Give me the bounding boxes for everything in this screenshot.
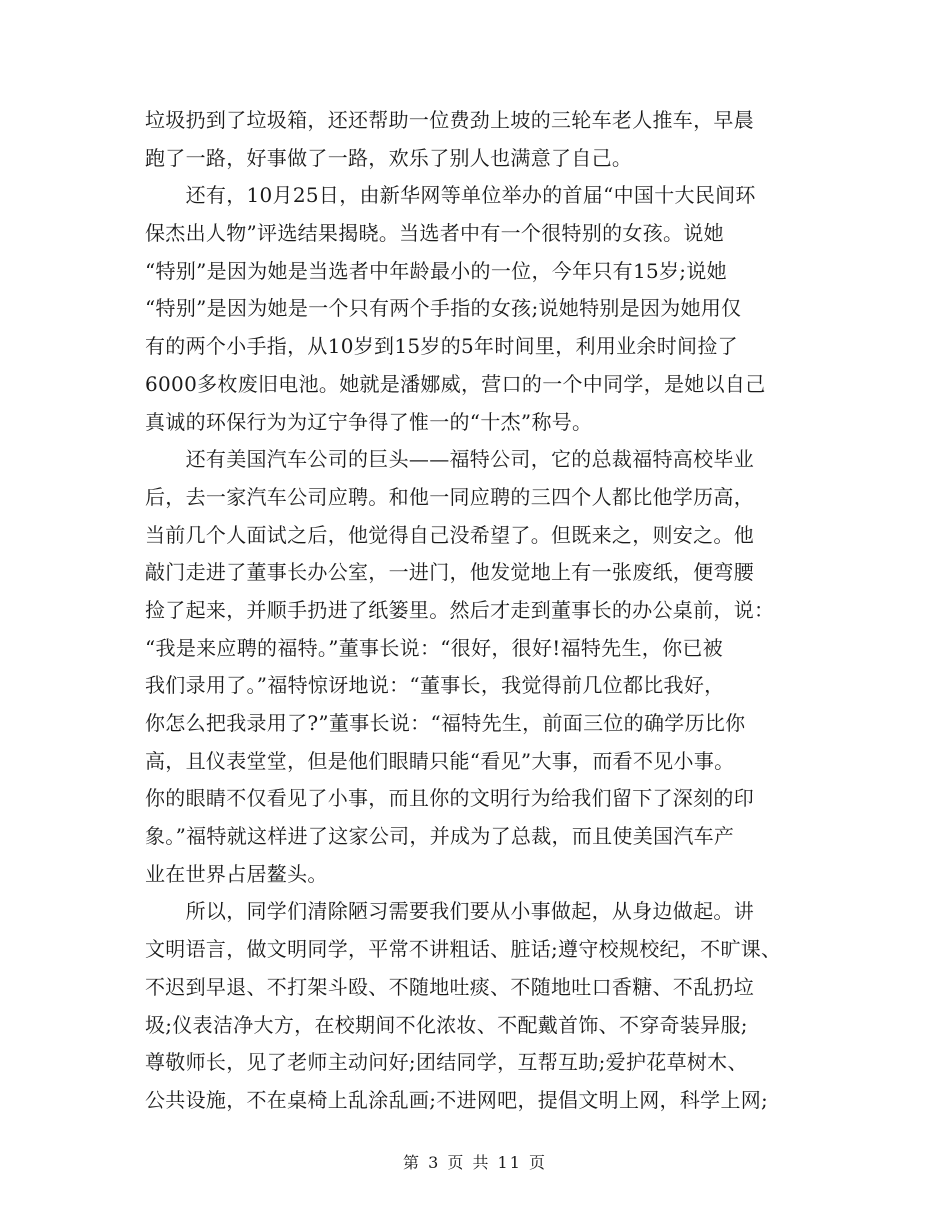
text-line: 真诚的环保行为为辽宁争得了惟一的“十杰”称号。 (145, 409, 593, 434)
text-line: 业在世界占居鳌头。 (145, 861, 328, 886)
text-line: 当前几个人面试之后，他觉得自己没希望了。但既来之，则安之。他 (145, 522, 754, 547)
text-line: 跑了一路，好事做了一路，欢乐了别人也满意了自己。 (145, 145, 633, 170)
text-line: 你怎么把我录用了?”董事长说：“福特先生，前面三位的确学历比你 (145, 711, 746, 735)
text-line: “特别”是因为她是当选者中年龄最小的一位，今年只有15岁;说她 (145, 258, 727, 283)
text-line: 你的眼睛不仅看见了小事，而且你的文明行为给我们留下了深刻的印 (145, 786, 754, 811)
text-line: “特别”是因为她是一个只有两个手指的女孩;说她特别是因为她用仅 (145, 296, 742, 321)
text-line: 所以，同学们清除陋习需要我们要从小事做起，从身边做起。讲 (145, 899, 754, 924)
text-line: 有的两个小手指，从10岁到15岁的5年时间里，利用业余时间捡了 (145, 334, 738, 359)
text-line: 垃圾扔到了垃圾箱，还还帮助一位费劲上坡的三轮车老人推车，早晨 (145, 108, 754, 132)
text-line: 还有美国汽车公司的巨头——福特公司，它的总裁福特高校毕业 (145, 447, 754, 472)
text-line: 圾;仪表洁净大方，在校期间不化浓妆、不配戴首饰、不穿奇装异服; (145, 1012, 748, 1037)
text-line: “我是来应聘的福特。”董事长说：“很好，很好!福特先生，你已被 (145, 635, 724, 660)
text-line: 敲门走进了董事长办公室，一进门，他发觉地上有一张废纸，便弯腰 (145, 560, 754, 585)
text-line: 尊敬师长，见了老师主动问好;团结同学，互帮互助;爱护花草树木、 (145, 1050, 748, 1075)
text-line: 不迟到早退、不打架斗殴、不随地吐痰、不随地吐口香糖、不乱扔垃 (145, 974, 754, 999)
text-line: 公共设施，不在桌椅上乱涂乱画;不进网吧，提倡文明上网，科学上网; (145, 1087, 769, 1112)
text-line: 我们录用了。”福特惊讶地说：“董事长，我觉得前几位都比我好， (145, 673, 725, 698)
text-line: 捡了起来，并顺手扔进了纸篓里。然后才走到董事长的办公桌前，说： (145, 597, 775, 622)
text-line: 文明语言，做文明同学，平常不讲粗话、脏话;遵守校规校纪，不旷课、 (145, 937, 782, 962)
text-line: 6000多枚废旧电池。她就是潘娜威，营口的一个中同学，是她以自己 (145, 371, 766, 396)
text-line: 保杰出人物”评选结果揭晓。当选者中有一个很特别的女孩。说她 (145, 221, 724, 246)
text-line: 高，且仪表堂堂，但是他们眼睛只能“看见”大事，而看不见小事。 (145, 748, 735, 773)
text-line: 象。”福特就这样进了这家公司，并成为了总裁，而且使美国汽车产 (145, 824, 735, 849)
page-number-footer: 第 3 页 共 11 页 (403, 1153, 547, 1172)
body-text (145, 102, 825, 1120)
text-line: 后，去一家汽车公司应聘。和他一同应聘的三四个人都比他学历高， (145, 484, 754, 509)
text-line: 还有，10月25日，由新华网等单位举办的首届“中国十大民间环 (145, 183, 756, 208)
